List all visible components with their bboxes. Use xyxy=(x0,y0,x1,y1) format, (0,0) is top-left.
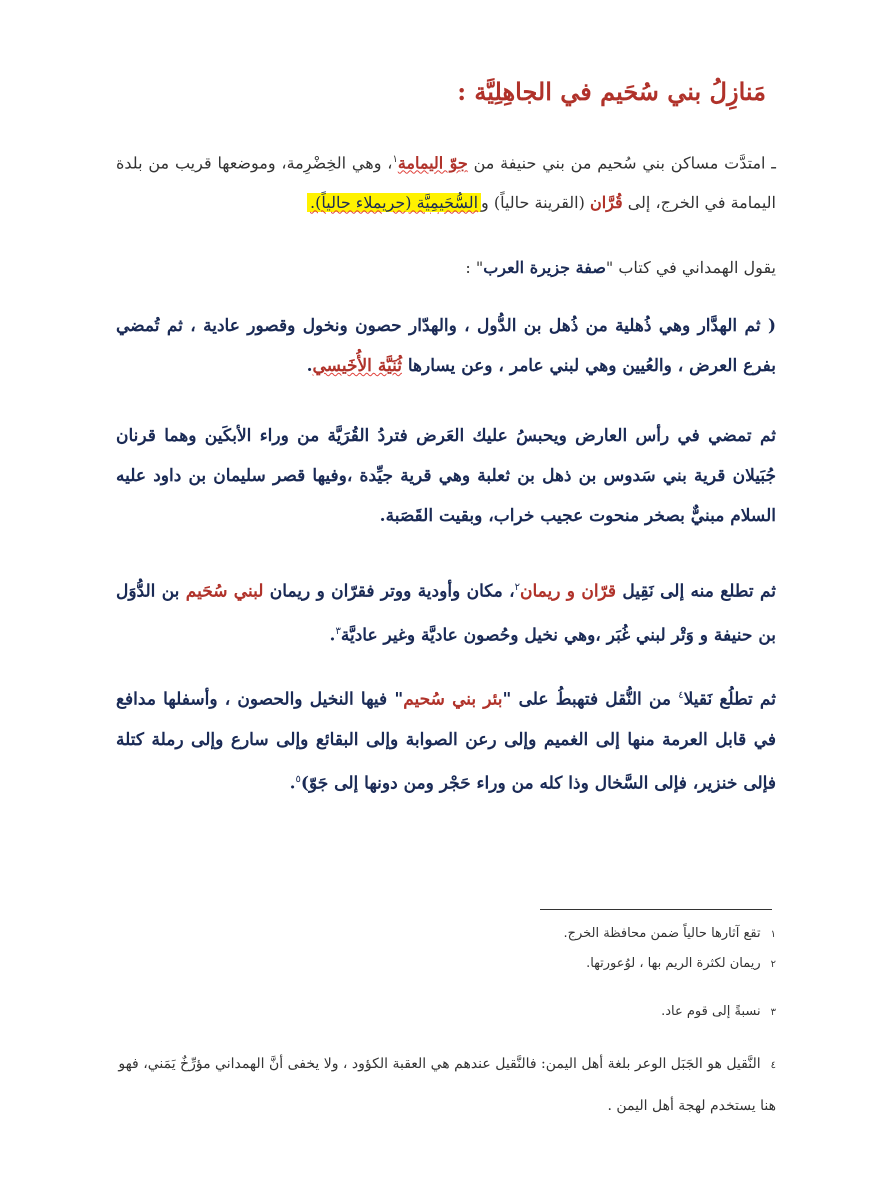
intro-paragraph xyxy=(116,140,776,223)
place-jaw-yamama: جوّ اليمامة xyxy=(397,153,468,173)
quote3-text-a: ثم تطلع منه إلى نَقِيل xyxy=(616,581,776,602)
quote1-text: ( ثم الهدَّار وهي ذُهلية من ذُهل بن الدُّول ، والهدّار حصون ونخول وقصور عادية ، ثم تُمضي بفرع العرض ، والعُيين وهي لبني عامر ، وعن يسارها xyxy=(116,316,776,376)
quote3-text-e: بن الدُّوَل بن حنيفة و وَتْر لبني غُبَر ،وهي نخيل وحُصون عاديَّة وغير عاديَّة xyxy=(116,581,776,646)
place-suhaymiyya-highlight: السُّحَيمِيَّة (حريملاء حالياً). xyxy=(307,193,481,212)
hamdani-intro xyxy=(116,248,776,288)
quote4-end: . xyxy=(289,773,296,794)
quote1-end: . xyxy=(306,356,313,376)
quote4-close: ) xyxy=(300,773,309,794)
footnote-3-text: نسبةً إلى قوم عاد. xyxy=(661,1004,761,1019)
footnote-4-text: النَّقيل هو الجَبَل الوعر بلغة أهل اليمن: فالنَّقيل عندهم هي العقبة الكؤود ، ولا يخفى أنَّ الهمداني مؤرِّخٌ يَمَني، فهو هنا يستخدم لهجة أهل اليمن . xyxy=(118,1056,776,1114)
quote-paragraph-3 xyxy=(116,568,776,655)
intro-text-3: (القرينة حالياً) و xyxy=(481,193,590,213)
hamdani-text-pre: يقول الهمداني في كتاب " xyxy=(605,258,776,277)
page-title: مَنازِلُ بني سُحَيم في الجاهِلِيَّة : xyxy=(457,77,766,106)
footnote-ref-5: ٥ xyxy=(295,773,301,785)
intro-text-1: ـ امتدَّت مساكن بني سُحيم من بني حنيفة من xyxy=(467,153,776,173)
quote2-text: ثم تمضي في رأس العارض ويحبسُ عليك العَرض فتردُ القُرَيَّة من وراء الأبكَين وهما قرنان جُبَيلان قرية بني سَدوس بن ذهل بن ثعلبة وهي قرية جيِّدة ،وفيها قصر سليمان بن داود عليه السلام مبنيٌّ بصخر منحوت عجيب خراب، وبقيت القَصَبة. xyxy=(116,426,776,526)
footnote-2 xyxy=(136,956,776,971)
quote3-end: . xyxy=(329,625,336,646)
footnote-1 xyxy=(136,926,776,941)
intro-text-2: ، وهي الخِضْرِمة، وموضعها قريب من بلدة اليمامة في الخرج، إلى xyxy=(116,153,776,213)
place-thaniyyat-ukhaysi: ثُنَيَّة الأُخَيسي xyxy=(312,356,402,376)
quote4-text-a: ثم تطلُع نَقيلا xyxy=(683,689,776,710)
footnote-2-text: ريمان لكثرة الريم بها ، لوُعورتها. xyxy=(586,956,761,971)
footnote-4-number: ٤ xyxy=(770,1060,776,1071)
footnote-3 xyxy=(136,1004,776,1019)
hamdani-text-post: " : xyxy=(465,258,484,277)
tribe-bani-suhaym: لبني سُحَيم xyxy=(185,581,264,602)
footnote-1-number: ١ xyxy=(770,929,776,940)
quote-paragraph-1 xyxy=(116,306,776,386)
footnote-ref-2: ٢ xyxy=(514,582,520,593)
quote-paragraph-2 xyxy=(116,416,776,536)
quote-paragraph-4 xyxy=(116,676,776,803)
footnote-4 xyxy=(116,1044,776,1126)
place-qurran: قُرَّان xyxy=(589,193,623,213)
quote3-text-c: ، مكان وأودية ووتر فقرّان و ريمان xyxy=(263,581,515,602)
quote4-text-b: من النُّقل فتهبطُ على " xyxy=(502,689,679,710)
place-bir-bani-suhaym: بئر بني سُحيم xyxy=(403,689,503,710)
footnote-ref-3: ٣ xyxy=(335,625,341,637)
footnote-ref-1: ١ xyxy=(392,154,398,165)
footnote-1-text: تقع آثارها حالياً ضمن محافظة الخرج. xyxy=(563,926,761,941)
footnote-3-number: ٣ xyxy=(770,1007,776,1018)
quote4-text-d: " فيها النخيل والحصون ، وأسفلها مدافع في قابل العرمة منها إلى الغميم وإلى رعن الصوابة وإلى البقائع وإلى سارع وإلى رملة كتلة فإلى خنزير، فإلى السَّخال وذا كله من وراء حَجْر ومن دونها إلى جَوّ xyxy=(116,689,776,794)
footnote-ref-4: ٤ xyxy=(678,690,684,701)
place-qurran-rayman: قرّان و ريمان xyxy=(519,581,617,602)
footnote-2-number: ٢ xyxy=(770,959,776,970)
book-title: صفة جزيرة العرب xyxy=(483,258,606,277)
footnote-divider xyxy=(540,909,772,910)
